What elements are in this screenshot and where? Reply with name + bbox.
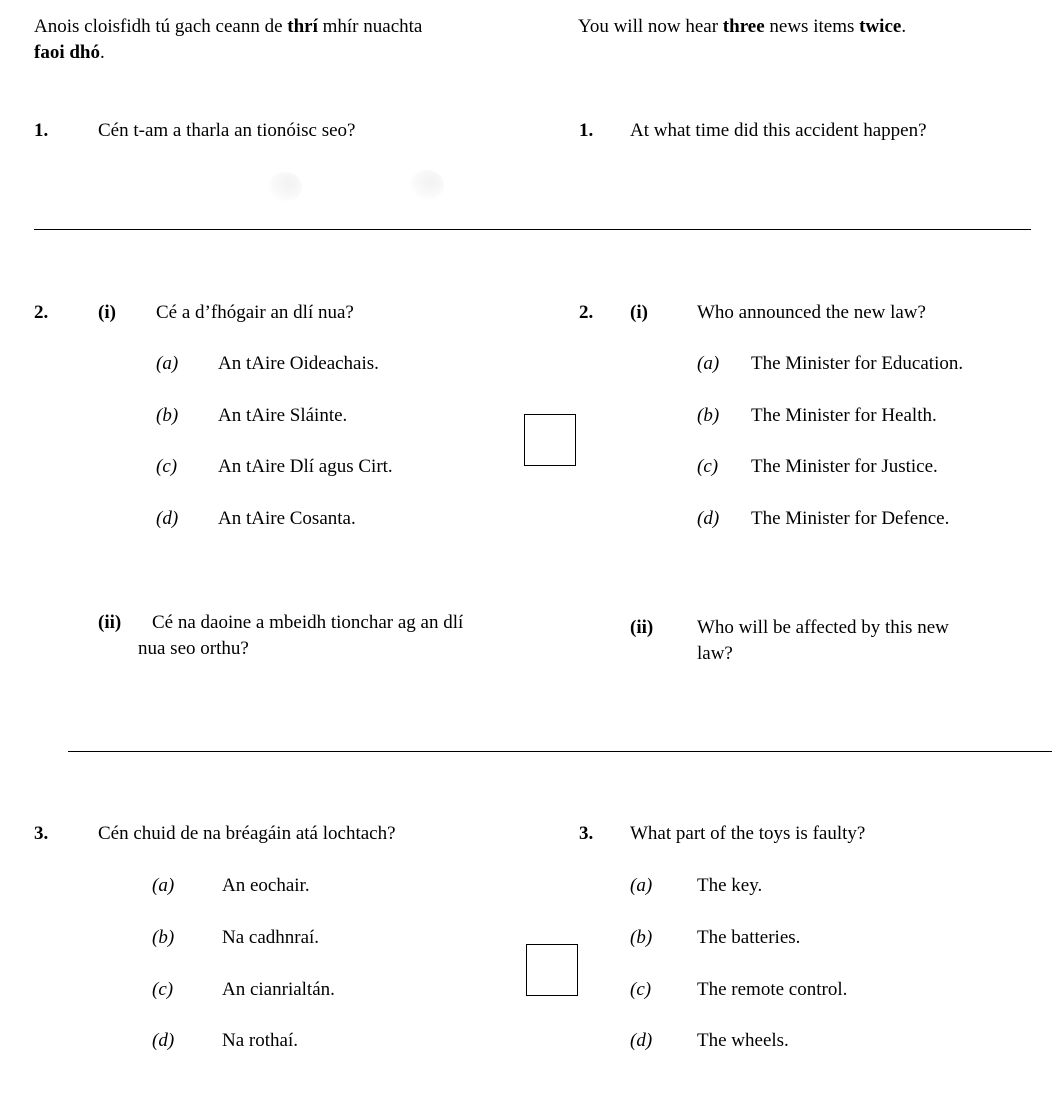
q1-question-irish: Cén t-am a tharla an tionóisc seo? — [98, 120, 356, 141]
q2-option-text-english: The Minister for Health. — [751, 405, 937, 426]
intro-english — [578, 16, 906, 38]
q1-number-irish: 1. — [34, 120, 49, 141]
q2-option-letter-irish: (d) — [156, 508, 179, 529]
intro-irish-end: . — [100, 42, 105, 63]
q2-option-letter-irish: (a) — [156, 353, 179, 374]
q2-number-english: 2. — [579, 302, 594, 323]
q2-option-letter-irish: (c) — [156, 456, 178, 477]
q2-part-ii-question-english-line2: law? — [697, 643, 733, 664]
q3-option-text-irish: An eochair. — [222, 875, 310, 896]
q2-part-i-label-english: (i) — [630, 302, 648, 323]
q2-part-i-question-irish: Cé a d’fhógair an dlí nua? — [156, 302, 354, 323]
q2-option-text-english: The Minister for Defence. — [751, 508, 950, 529]
scan-smudge — [410, 170, 444, 200]
intro-english-end: . — [901, 16, 907, 37]
intro-irish-bold-three: thrí — [287, 16, 318, 37]
q2-option-letter-english: (c) — [697, 456, 719, 477]
intro-irish-pre: Anois cloisfidh tú gach ceann de — [34, 16, 288, 37]
q3-option-text-english: The remote control. — [697, 979, 848, 1000]
q3-option-letter-irish: (b) — [152, 927, 175, 948]
q1-question-english: At what time did this accident happen? — [630, 120, 927, 141]
q3-number-irish: 3. — [34, 823, 49, 844]
q3-question-english: What part of the toys is faulty? — [630, 823, 866, 844]
intro-english-bold-twice: twice — [859, 16, 902, 37]
q2-answer-line[interactable] — [68, 751, 1052, 752]
q3-option-text-english: The batteries. — [697, 927, 801, 948]
intro-irish-line2 — [34, 42, 105, 64]
q2-option-letter-english: (b) — [697, 405, 720, 426]
q2-option-text-irish: An tAire Cosanta. — [218, 508, 356, 529]
q2-option-text-irish: An tAire Oideachais. — [218, 353, 379, 374]
q3-number-english: 3. — [579, 823, 594, 844]
intro-irish-mid: mhír nuachta — [317, 16, 423, 37]
q2-part-ii-label-english: (ii) — [630, 617, 654, 638]
q3-option-letter-irish: (c) — [152, 979, 174, 1000]
intro-irish-bold-twice: faoi dhó — [34, 42, 100, 63]
q3-option-letter-english: (a) — [630, 875, 653, 896]
q3-option-text-english: The key. — [697, 875, 763, 896]
q3-option-text-irish: Na cadhnraí. — [222, 927, 320, 948]
q2-option-letter-english: (d) — [697, 508, 720, 529]
intro-irish-line1 — [34, 16, 422, 38]
q2-option-text-english: The Minister for Education. — [751, 353, 964, 374]
q3-option-text-irish: An cianrialtán. — [222, 979, 335, 1000]
q2-part-ii-label-irish: (ii) — [98, 612, 122, 633]
q2-option-text-english: The Minister for Justice. — [751, 456, 938, 477]
q3-option-letter-english: (d) — [630, 1030, 653, 1051]
intro-english-pre: You will now hear — [578, 16, 723, 37]
q3-option-letter-english: (b) — [630, 927, 653, 948]
q2-option-text-irish: An tAire Dlí agus Cirt. — [218, 456, 393, 477]
q3-option-text-english: The wheels. — [697, 1030, 789, 1051]
q2-part-i-label-irish: (i) — [98, 302, 116, 323]
q1-number-english: 1. — [579, 120, 594, 141]
q3-option-letter-english: (c) — [630, 979, 652, 1000]
q3-question-irish: Cén chuid de na bréagáin atá lochtach? — [98, 823, 396, 844]
q3-option-text-irish: Na rothaí. — [222, 1030, 298, 1051]
q3-option-letter-irish: (d) — [152, 1030, 175, 1051]
intro-english-mid: news items — [764, 16, 860, 37]
q2-part-i-question-english: Who announced the new law? — [697, 302, 926, 323]
q2-part-ii-question-irish-line1: Cé na daoine a mbeidh tionchar ag an dlí — [152, 612, 464, 633]
q1-answer-line[interactable] — [34, 229, 1031, 230]
q3-option-letter-irish: (a) — [152, 875, 175, 896]
q2-option-letter-english: (a) — [697, 353, 720, 374]
q2-answer-box[interactable] — [524, 414, 576, 466]
q2-number-irish: 2. — [34, 302, 49, 323]
q2-part-ii-question-irish-line2: nua seo orthu? — [138, 638, 249, 659]
q2-option-letter-irish: (b) — [156, 405, 179, 426]
q2-option-text-irish: An tAire Sláinte. — [218, 405, 348, 426]
intro-english-bold-three: three — [722, 16, 765, 37]
q2-part-ii-question-english-line1: Who will be affected by this new — [697, 617, 949, 638]
scan-smudge — [268, 172, 302, 202]
q3-answer-box[interactable] — [526, 944, 578, 996]
